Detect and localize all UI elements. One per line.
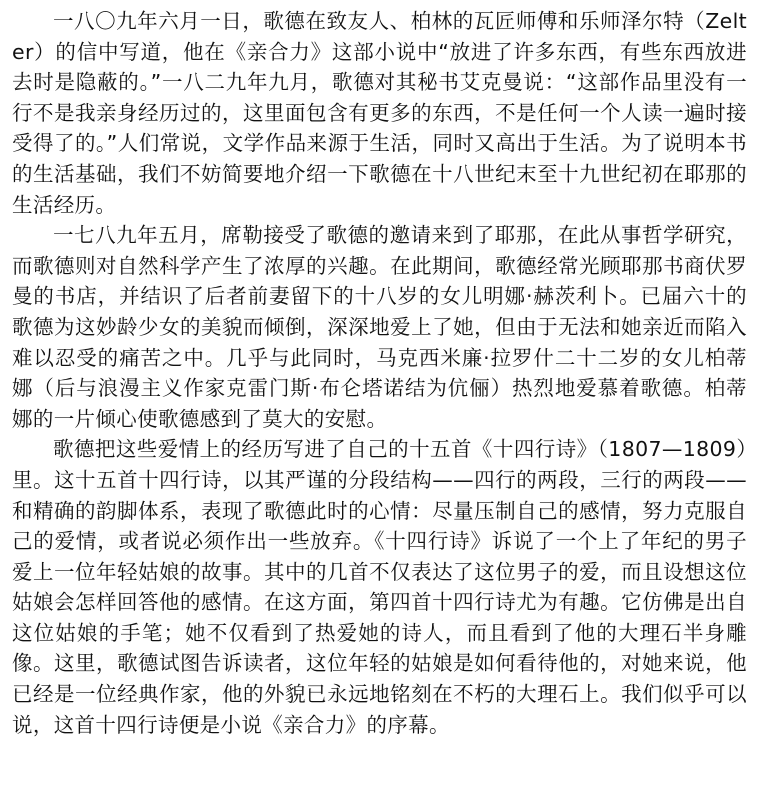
paragraph-1: 一八〇九年六月一日，歌德在致友人、柏林的瓦匠师傅和乐师泽尔特（Zelter）的信中写道，他在《亲合力》这部小说中“放进了许多东西，有些东西放进去时是隐蔽的。”一八二九年九月，歌德对其秘书艾克曼说：“这部作品里没有一行不是我亲身经历过的，这里面包含有更多的东西，不是任何一个人读一遍时接受得了的。”人们常说，文学作品来源于生活，同时又高出于生活。为了说明本书的生活基础，我们不妨简要地介绍一下歌德在十八世纪末至十九世纪初在耶那的生活经历。	[12, 9, 747, 217]
paragraph-3: 歌德把这些爱情上的经历写进了自己的十五首《十四行诗》（1807—1809）里。这十五首十四行诗，以其严谨的分段结构——四行的两段，三行的两段——和精确的韵脚体系，表现了歌德此时的心情：尽量压制自己的感情，努力克服自己的爱情，或者说必须作出一些放弃。《十四行诗》诉说了一个上了年纪的男子爱上一位年轻姑娘的故事。其中的几首不仅表达了这位男子的爱，而且设想这位姑娘会怎样回答他的感情。在这方面，第四首十四行诗尤为有趣。它仿佛是出自这位姑娘的手笔；她不仅看到了热爱她的诗人，而且看到了他的大理石半身雕像。这里，歌德试图告诉读者，这位年轻的姑娘是如何看待他的，对她来说，他已经是一位经典作家，他的外貌已永远地铭刻在不朽的大理石上。我们似乎可以说，这首十四行诗便是小说《亲合力》的序幕。	[12, 437, 747, 737]
paragraph-2: 一七八九年五月，席勒接受了歌德的邀请来到了耶那，在此从事哲学研究，而歌德则对自然科学产生了浓厚的兴趣。在此期间，歌德经常光顾耶那书商伏罗曼的书店，并结识了后者前妻留下的十八岁的女儿明娜·赫茨利卜。已届六十的歌德为这妙龄少女的美貌而倾倒，深深地爱上了她，但由于无法和她亲近而陷入难以忍受的痛苦之中。几乎与此同时，马克西米廉·拉罗什二十二岁的女儿柏蒂娜（后与浪漫主义作家克雷门斯·布仑塔诺结为伉俪）热烈地爱慕着歌德。柏蒂娜的一片倾心使歌德感到了莫大的安慰。	[12, 223, 747, 431]
